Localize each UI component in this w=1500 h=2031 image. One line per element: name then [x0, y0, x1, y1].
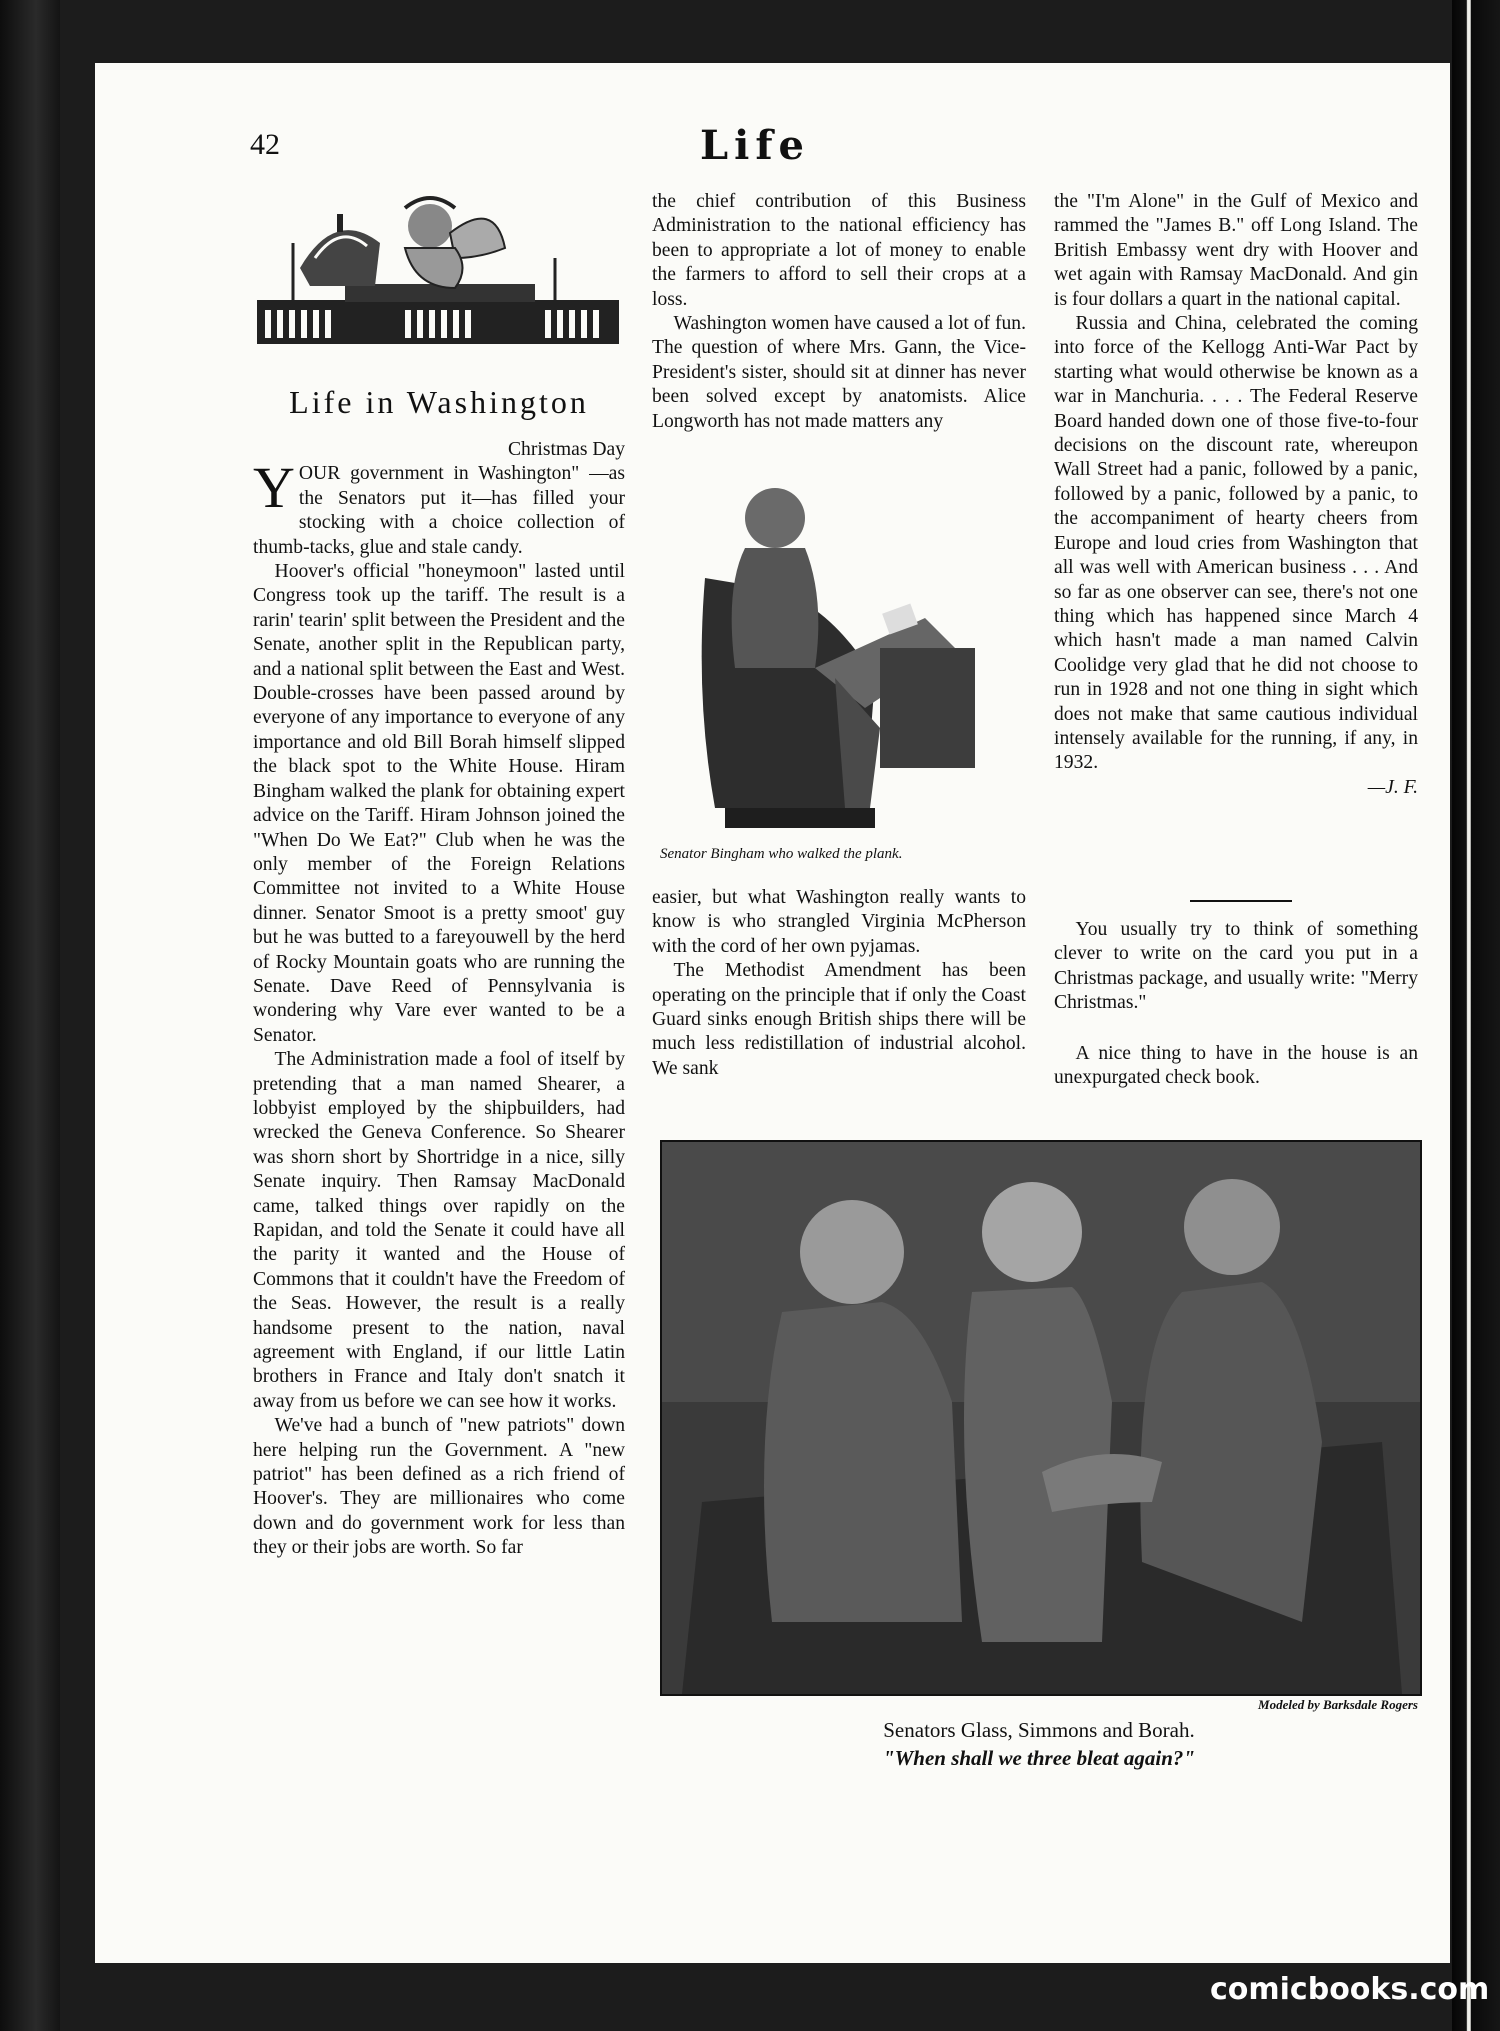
article-paragraph: YOUR government in Washington" —as the Senators put it—has filled your stocking with a choice collection of thumb-tacks, glue and stale candy. [253, 455, 625, 558]
article-column-2-bottom [652, 886, 1026, 1081]
article-paragraph: We've had a bunch of "new patriots" down here helping run the Government. A "new patriot" has been defined as a rich friend of Hoover's. They are millionaires who come down and do government work for less than they or their jobs are worth. So far [253, 1415, 625, 1559]
filler-column [1054, 918, 1418, 1090]
article-paragraph: easier, but what Washington really wants to know is who strangled Virginia McPherson with the cord of her own pyjamas. [652, 887, 1026, 957]
drop-cap: Y [253, 455, 295, 521]
divider-rule [1190, 900, 1292, 902]
filler-paragraph: A nice thing to have in the house is an unexpurgated check book. [1054, 1042, 1418, 1089]
large-photo-caption: Senators Glass, Simmons and Borah. [883, 1718, 1195, 1742]
article-title: Life in Washington [289, 384, 589, 420]
article-column-3 [1054, 190, 1418, 800]
article-paragraph: The Methodist Amendment has been operating on the principle that if only the Coast Guard sinks enough British ships there will be much less redistillation of industrial alcohol. We sank [652, 960, 1026, 1079]
senators-statuette-photo [660, 1140, 1422, 1696]
scan-edge-right [1452, 0, 1500, 2031]
article-paragraph: the "I'm Alone" in the Gulf of Mexico and rammed the "James B." off Long Island. The British Embassy went dry with Hoover and wet again with Ramsay MacDonald. And gin is four dollars a quart in the national capital. [1054, 191, 1418, 310]
bingham-statuette-photo [665, 478, 1015, 833]
article-paragraph: The Administration made a fool of itself by pretending that a man named Shearer, a lobbyist employed by the shipbuilders, had wrecked the Geneva Conference. So Shearer was shorn short by Shortridge in a nice, silly Senate inquiry. Then Ramsay MacDonald came, talked things over rapidly on the Rapidan, and told the Senate it could have all the parity it wanted and the House of Commons that it couldn't have the Freedom of the Seas. However, the result is a really handsome present to the nation, naval agreement with England, if our little Latin brothers in France and Italy don't snatch it away from us before we can see how it works. [253, 1049, 625, 1412]
masthead: Life [700, 122, 810, 169]
filler-paragraph: You usually try to think of something clever to write on the card you put in a Christmas package, and usually write: "Merry Christmas." [1054, 919, 1418, 1014]
article-paragraph: the chief contribution of this Business Administration to the national efficiency has been to appropriate a lot of money to enable the farmers to afford to sell their crops at a loss. [652, 191, 1026, 310]
scan-edge-left [0, 0, 60, 2031]
large-photo-caption-quote: "When shall we three bleat again?" [882, 1746, 1196, 1770]
page-number: 42 [250, 128, 280, 161]
capitol-cherub-illustration [255, 188, 623, 358]
article-column-2-top [652, 190, 1026, 434]
small-photo-caption: Senator Bingham who walked the plank. [660, 846, 903, 862]
author-signature: —J. F. [1367, 776, 1418, 798]
dateline: Christmas Day [507, 439, 625, 460]
senators-statuette-image [662, 1142, 1420, 1694]
article-paragraph: Russia and China, celebrated the coming into force of the Kellogg Anti-War Pact by starting what would otherwise be known as a war in Manchuria. . . . The Federal Reserve Board handed down one of those five-to-four decisions on the discount rate, whereupon Wall Street had a panic, followed by a panic, followed by a panic, followed by a panic, to the accompaniment of hearty cheers from Europe and loud cries from Washington that all was well with American business . . . And so far as one observer can see, there's not one thing which has happened since March 4 which hasn't made a man named Calvin Coolidge very glad that he did not choose to run in 1928 and not one thing in sight which does not make that same cautious individual intensely available for the running, if any, in 1932. [1054, 313, 1418, 774]
watermark-text: comicbooks.com [1210, 1972, 1490, 2007]
article-column-1 [253, 438, 625, 1561]
photo-credit: Modeled by Barksdale Rogers [1258, 1697, 1418, 1712]
article-paragraph: Washington women have caused a lot of fun. The question of where Mrs. Gann, the Vice-President's sister, should sit at dinner has never been solved except by anatomists. Alice Longworth has not made matters any [652, 313, 1026, 432]
article-paragraph: Hoover's official "honeymoon" lasted until Congress took up the tariff. The result is a rarin' tearin' split between the President and the Senate, another split in the Republican party, and a national split between the East and West. Double-crosses have been passed around by everyone of any importance to everyone of any importance and old Bill Borah himself slipped the black spot to the White House. Hiram Bingham walked the plank for obtaining expert advice on the Tariff. Hiram Johnson joined the "When Do We Eat?" Club when he was the only member of the Foreign Relations Committee not invited to a White House dinner. Senator Smoot is a pretty smoot' guy but he was butted to a fareyouwell by the herd of Rocky Mountain goats who are running the Senate. Dave Reed of Pennsylvania is wondering why Vare ever wanted to be a Senator. [253, 561, 625, 1046]
